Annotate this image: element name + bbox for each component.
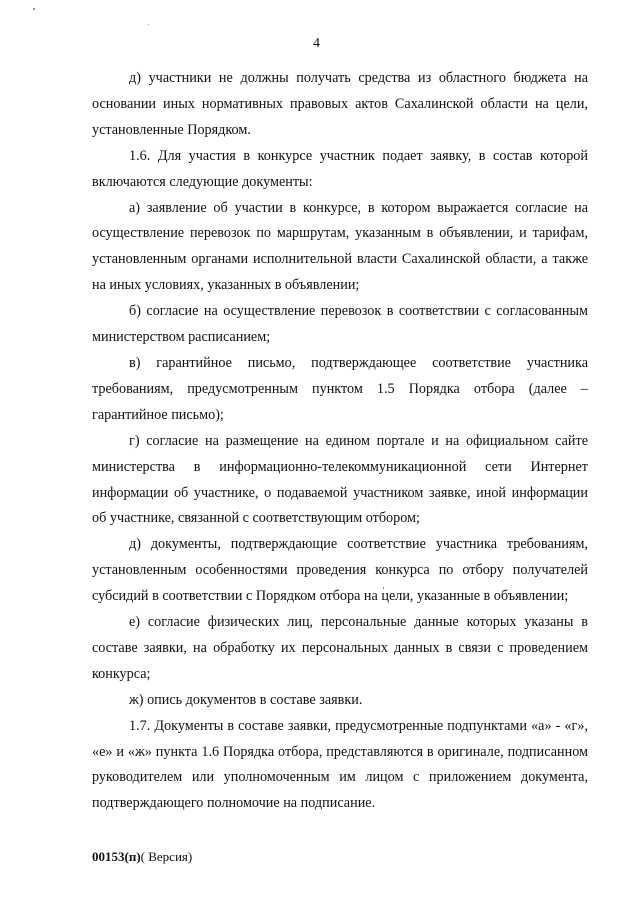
document-footer <box>92 849 192 865</box>
paragraph-1-6-a: а) заявление об участии в конкурсе, в котором выражается согласие на осуществление перевозок по маршрутам, указанным в объявлении, и тарифам, установленным органами исполнительной власти Сахалинской области, а также на иных условиях, указанных в объявлении; <box>92 199 588 294</box>
paragraph-1-6-d: д) документы, подтверждающие соответствие участника требованиям, установленным особенностями проведения конкурса по отбору получателей субсидий в соответствии с Порядком отбора на цели, указанные в объявлении; <box>92 536 588 605</box>
paragraph-d-participants: д) участники не должны получать средства из областного бюджета на основании иных нормативных правовых актов Сахалинской области на цели, установленные Порядком. <box>92 70 588 138</box>
document-version: ( Версия) <box>140 849 193 864</box>
paragraph-1-6-g: г) согласие на размещение на едином портале и на официальном сайте министерства в информационно-телекоммуникационной сети Интернет информации об участнике, о подаваемой участником заявке, иной информации об участнике, связанной с соответствующим отбором; <box>92 432 588 527</box>
page-number: 4 <box>313 36 320 51</box>
paragraph-1-6-zh: ж) опись документов в составе заявки. <box>129 691 363 708</box>
paragraph-1-6-e: е) согласие физических лиц, персональные данные которых указаны в составе заявки, на обработку их персональных данных в связи с проведением конкурса; <box>92 614 588 682</box>
scan-speck <box>148 24 149 25</box>
document-body <box>92 66 588 817</box>
scan-speck <box>33 8 35 10</box>
paragraph-1-6: 1.6. Для участия в конкурсе участник подает заявку, в состав которой включаются следующие документы: <box>92 147 588 190</box>
paragraph-1-7: 1.7. Документы в составе заявки, предусмотренные подпунктами «а» - «г», «е» и «ж» пункта 1.6 Порядка отбора, представляются в оригинале, подписанном руководителем или уполномоченным им лицом с приложением документа, подтверждающего полномочие на подписание. <box>92 717 588 812</box>
document-code: 00153(п) <box>92 849 141 864</box>
paragraph-1-6-v: в) гарантийное письмо, подтверждающее соответствие участника требованиям, предусмотренным пунктом 1.5 Порядка отбора (далее – гарантийное письмо); <box>92 354 588 423</box>
paragraph-1-6-b: б) согласие на осуществление перевозок в соответствии с согласованным министерством расписанием; <box>92 303 588 346</box>
